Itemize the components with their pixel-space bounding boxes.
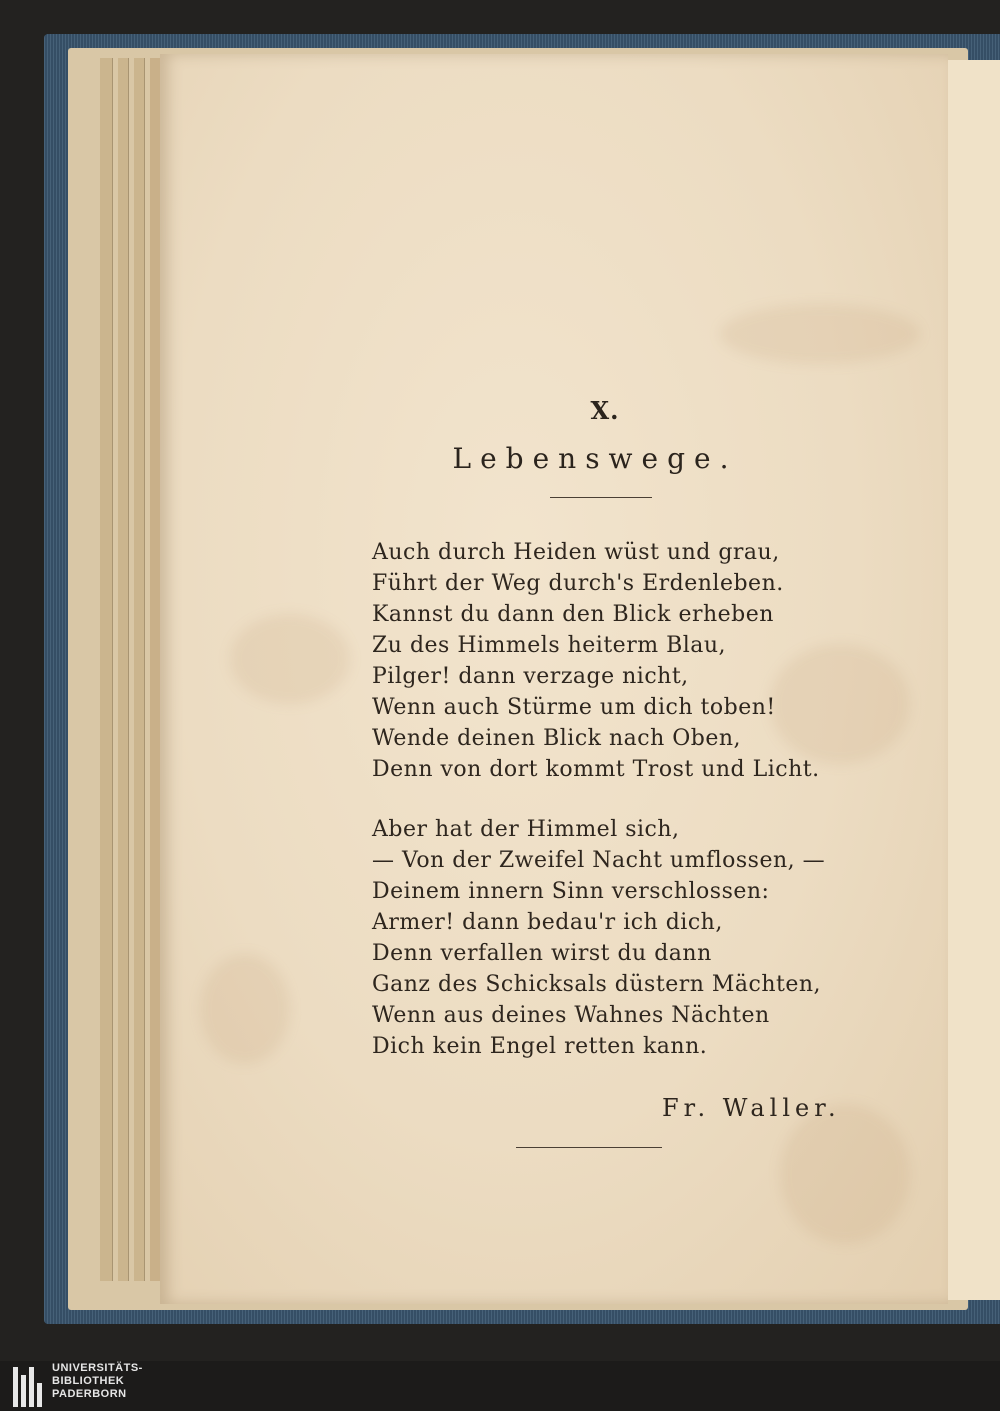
facing-page <box>943 60 1000 1300</box>
author-signature: Fr. Waller. <box>662 1094 841 1122</box>
page-edge <box>134 58 145 1281</box>
verse-line: Wenn aus deines Wahnes Nächten <box>372 1003 770 1028</box>
verse-line: Wenn auch Stürme um dich toben! <box>372 695 776 720</box>
page-edge <box>118 58 129 1281</box>
library-name-line: PADERBORN <box>52 1388 127 1400</box>
verse-line: Zu des Himmels heiterm Blau, <box>372 633 727 658</box>
verse-line: Wende deinen Blick nach Oben, <box>372 726 742 751</box>
page-edge <box>100 58 113 1281</box>
verse-line: Führt der Weg durch's Erdenleben. <box>372 571 784 596</box>
library-logo-icon <box>13 1363 45 1407</box>
verse-line: Deinem innern Sinn verschlossen: <box>372 879 770 904</box>
library-name-line: BIBLIOTHEK <box>52 1375 125 1387</box>
library-footer <box>0 1361 1000 1411</box>
verse-line: Aber hat der Himmel sich, <box>372 817 680 842</box>
verse-line: Pilger! dann verzage nicht, <box>372 664 689 689</box>
verse-line: Denn verfallen wirst du dann <box>372 941 712 966</box>
verse-line: Dich kein Engel retten kann. <box>372 1034 708 1059</box>
verse-line: Armer! dann bedau'r ich dich, <box>372 910 723 935</box>
section-numeral: X. <box>590 396 620 425</box>
title-divider <box>550 497 652 498</box>
verse-line: Ganz des Schicksals düstern Mächten, <box>372 972 822 997</box>
verse-line: Denn von dort kommt Trost und Licht. <box>372 757 820 782</box>
library-name-line: UNIVERSITÄTS- <box>52 1362 143 1374</box>
poem-title: Lebenswege. <box>452 442 738 475</box>
end-divider <box>516 1147 662 1148</box>
verse-line: — Von der Zweifel Nacht umflossen, — <box>372 848 826 873</box>
verse-line: Auch durch Heiden wüst und grau, <box>372 540 780 565</box>
verse-line: Kannst du dann den Blick erheben <box>372 602 774 627</box>
